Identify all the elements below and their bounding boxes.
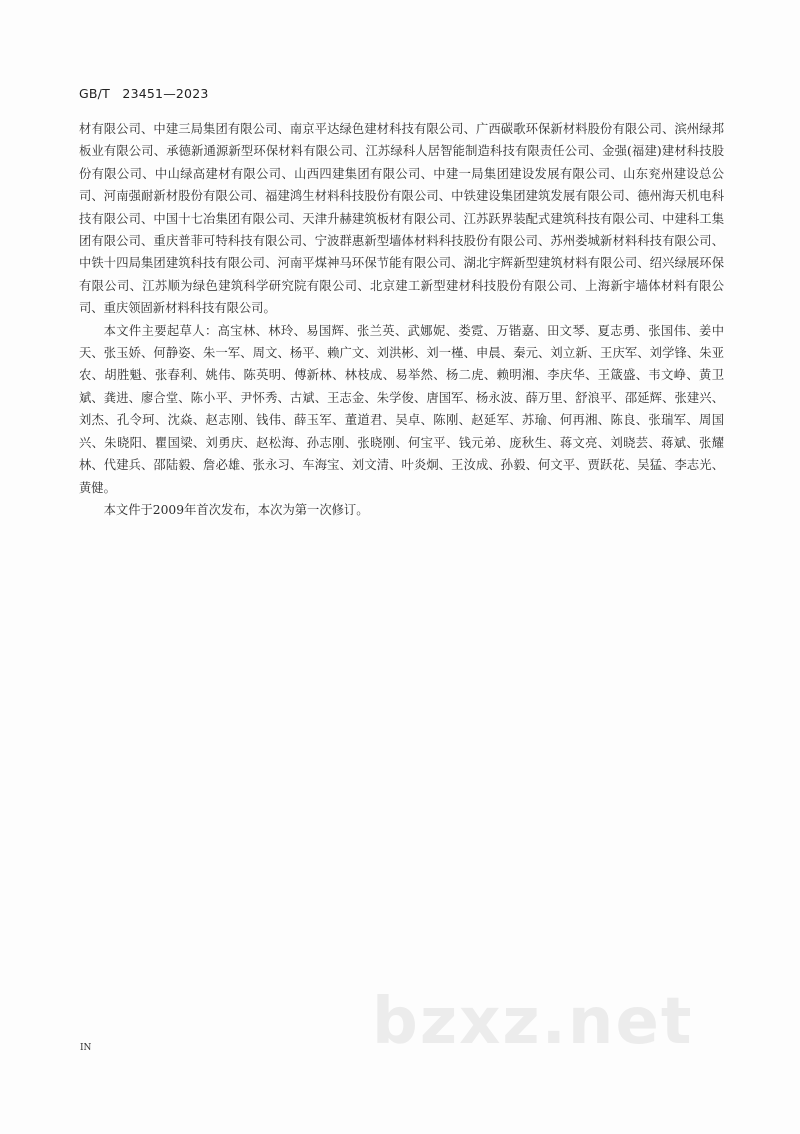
page-number: IN xyxy=(80,1043,92,1053)
paragraph-organizations-continued: 材有限公司、中建三局集团有限公司、南京平达绿色建材科技有限公司、广西碳歌环保新材料股份有限公司、滨州绿邦板业有限公司、承德新通源新型环保材料有限公司、江苏绿科人居智能制造科技有限责任公司、金强(福建)建材科技股份有限公司、中山绿高建材有限公司、山西四建集团有限公司、中建一局集团建设发展有限公司、山东兖州建设总公司、河南强耐新材股份有限公司、福建鸿生材料科技股份有限公司、中铁建设集团建筑发展有限公司、德州海天机电科技有限公司、中国十七冶集团有限公司、天津升赫建筑板材有限公司、江苏跃界装配式建筑科技有限公司、中建科工集团有限公司、重庆普菲可特科技有限公司、宁波群惠新型墙体材料科技股份有限公司、苏州娄城新材料科技有限公司、中铁十四局集团建筑科技有限公司、河南平煤神马环保节能有限公司、湖北宇辉新型建筑材料有限公司、绍兴绿展环保有限公司、江苏顺为绿色建筑科学研究院有限公司、北京建工新型建材科技股份有限公司、上海新宇墙体材料有限公司、重庆领固新材料科技有限公司。 xyxy=(79,122,724,316)
standard-code-header: GB/T 23451—2023 xyxy=(79,86,209,101)
site-watermark: bzxz.net xyxy=(372,985,694,1059)
paragraph-drafters: 本文件主要起草人：高宝林、林玲、易国辉、张兰英、武娜妮、娄霓、万锴嘉、田文琴、夏志勇、张国伟、姜中天、张玉娇、何静姿、朱一军、周文、杨平、赖广文、刘洪彬、刘一槿、申晨、秦元、刘立新、王庆军、刘学锋、朱亚农、胡胜魁、张春利、姚伟、陈英明、傅新林、林枝成、易举然、杨二虎、赖明湘、李庆华、王箴盛、韦文峥、黄卫斌、龚进、廖合堂、陈小平、尹怀秀、古斌、王志金、朱学俊、唐国军、杨永波、薛万里、舒浪平、邵延辉、张建兴、刘杰、孔令珂、沈焱、赵志刚、钱伟、薛玉军、董道君、吴卓、陈刚、赵延军、苏瑜、何再湘、陈良、张瑞军、周国兴、朱晓阳、瞿国梁、刘勇庆、赵松海、孙志刚、张晓刚、何宝平、钱元弟、庞秋生、蒋文亮、刘晓芸、蒋斌、张耀林、代建兵、邵陆毅、詹必雄、张永习、车海宝、刘文清、叶炎炯、王汝成、孙毅、何文平、贾跃花、吴猛、李志光、黄健。 xyxy=(79,323,724,495)
body-text xyxy=(79,118,724,521)
paragraph-revision-history: 本文件于2009年首次发布，本次为第一次修订。 xyxy=(103,502,369,517)
